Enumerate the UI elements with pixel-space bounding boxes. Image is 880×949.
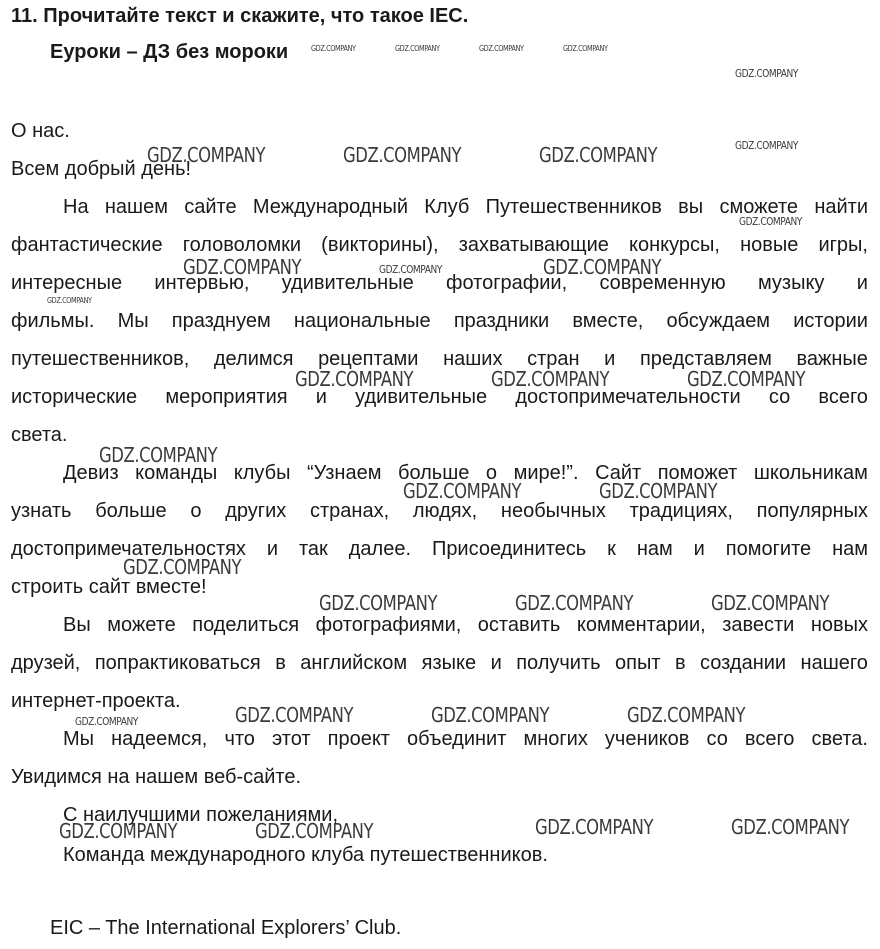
word: Мы (117, 310, 149, 332)
word: попрактиковаться (94, 652, 261, 674)
p4-line-1 (63, 727, 868, 751)
word: о (190, 500, 202, 522)
word: фотографиями, (315, 614, 462, 636)
word: популярных (756, 500, 868, 522)
word: Сайт (595, 462, 642, 484)
word: представляем (639, 348, 772, 370)
watermark: GDZ.COMPANY (739, 215, 802, 228)
watermark: GDZ.COMPANY (319, 591, 438, 615)
word: сайте (184, 196, 237, 218)
word: Вы (63, 614, 91, 636)
word: достопримечательностях (11, 538, 246, 560)
word: (викторины), (321, 234, 439, 256)
word: школьникам (753, 462, 868, 484)
word: рецептами (318, 348, 419, 370)
word: нашем (104, 196, 168, 218)
word: сможете (719, 196, 799, 218)
word: На (63, 196, 89, 218)
word: о (485, 462, 498, 484)
word: и (490, 652, 502, 674)
word: Мы (63, 728, 95, 750)
watermark: GDZ.COMPANY (543, 255, 662, 279)
p3-line-3: интернет-проекта. (11, 690, 181, 712)
watermark: GDZ.COMPANY (59, 819, 178, 843)
word: получить (516, 652, 601, 674)
word: и (693, 538, 705, 560)
watermark: GDZ.COMPANY (491, 367, 610, 391)
word: делимся (213, 348, 294, 370)
word: обсуждаем (666, 310, 771, 332)
word: людях, (412, 500, 478, 522)
watermark: GDZ.COMPANY (403, 479, 522, 503)
word: других (225, 500, 287, 522)
watermark: GDZ.COMPANY (735, 67, 798, 80)
word: необычных (500, 500, 606, 522)
word: стран (527, 348, 580, 370)
word: всего (744, 728, 795, 750)
word: фантастические (11, 234, 163, 256)
word: всего (818, 386, 868, 408)
word: в (275, 652, 286, 674)
word: вы (678, 196, 704, 218)
word: далее. (348, 538, 411, 560)
word: объединит (407, 728, 507, 750)
word: языке (421, 652, 477, 674)
watermark: GDZ.COMPANY (99, 443, 218, 467)
watermark: GDZ.COMPANY (343, 143, 462, 167)
word: нам (832, 538, 868, 560)
word: узнать (11, 500, 72, 522)
word: национальные (293, 310, 431, 332)
word: вместе, (572, 310, 644, 332)
word: опыт (615, 652, 661, 674)
word: создании (700, 652, 787, 674)
watermark: GDZ.COMPANY (731, 815, 850, 839)
word: и (604, 348, 616, 370)
word: музыку (757, 272, 825, 294)
watermark: GDZ.COMPANY (479, 44, 524, 53)
word: мире!”. (513, 462, 579, 484)
word: поделиться (192, 614, 300, 636)
word: со (706, 728, 728, 750)
word: со (768, 386, 791, 408)
word: Клуб (424, 196, 470, 218)
word: поможет (657, 462, 738, 484)
word: комментарии, (576, 614, 706, 636)
word: важные (796, 348, 868, 370)
word: завести (722, 614, 795, 636)
word: больше (95, 500, 167, 522)
watermark: GDZ.COMPANY (75, 715, 138, 728)
word: интервью, (154, 272, 250, 294)
word: помогите (725, 538, 812, 560)
word: что (224, 728, 255, 750)
closing: С наилучшими пожеланиями, (63, 804, 339, 826)
watermark: GDZ.COMPANY (295, 367, 414, 391)
watermark: GDZ.COMPANY (627, 703, 746, 727)
watermark: GDZ.COMPANY (535, 815, 654, 839)
word: надеемся, (111, 728, 208, 750)
word: и (266, 538, 279, 560)
word: достопримечательности (515, 386, 741, 408)
word: нашего (800, 652, 868, 674)
word: Международный (252, 196, 408, 218)
watermark: GDZ.COMPANY (539, 143, 658, 167)
word: проект (327, 728, 390, 750)
word: оставить (477, 614, 561, 636)
word: и (315, 386, 327, 408)
watermark: GDZ.COMPANY (599, 479, 718, 503)
word: новых (810, 614, 868, 636)
word: удивительные (281, 272, 414, 294)
watermark: GDZ.COMPANY (311, 44, 356, 53)
word: фотографии, (446, 272, 568, 294)
word: истории (793, 310, 868, 332)
p1-line-7: света. (11, 424, 68, 446)
p3-line-2 (11, 651, 868, 675)
word: удивительные (355, 386, 488, 408)
watermark: GDZ.COMPANY (123, 555, 242, 579)
task-title: 11. Прочитайте текст и скажите, что такое IEC. (11, 5, 469, 27)
word: учеников (604, 728, 690, 750)
word: этот (272, 728, 311, 750)
p3-line-1 (63, 613, 868, 637)
word: захватывающие (458, 234, 609, 256)
word: празднуем (171, 310, 271, 332)
word: друзей, (11, 652, 81, 674)
eic-definition: EIC – The International Explorers’ Club. (50, 917, 402, 939)
word: исторические (11, 386, 138, 408)
word: путешественников, (11, 348, 190, 370)
watermark: GDZ.COMPANY (515, 591, 634, 615)
watermark: GDZ.COMPANY (235, 703, 354, 727)
word: Присоединитесь (431, 538, 587, 560)
word: в (674, 652, 686, 674)
word: команды (135, 462, 218, 484)
word: праздники (453, 310, 550, 332)
word: игры, (818, 234, 868, 256)
word: Девиз (63, 462, 119, 484)
watermark: GDZ.COMPANY (431, 703, 550, 727)
watermark: GDZ.COMPANY (687, 367, 806, 391)
word: головоломки (182, 234, 302, 256)
word: можете (107, 614, 176, 636)
word: традициях, (629, 500, 733, 522)
word: Путешественников (485, 196, 662, 218)
watermark: GDZ.COMPANY (255, 819, 374, 843)
word: наших (443, 348, 503, 370)
watermark: GDZ.COMPANY (563, 44, 608, 53)
word: клубы (233, 462, 291, 484)
word: многих (523, 728, 588, 750)
word: найти (814, 196, 868, 218)
word: английском (300, 652, 408, 674)
about-heading: О нас. (11, 120, 70, 142)
word: и (856, 272, 868, 294)
watermark: GDZ.COMPANY (147, 143, 266, 167)
word: так (298, 538, 328, 560)
word: интересные (11, 272, 123, 294)
word: нам (636, 538, 673, 560)
watermark: GDZ.COMPANY (395, 44, 440, 53)
p1-line-2 (11, 233, 868, 257)
word: “Узнаем (307, 462, 382, 484)
word: к (607, 538, 616, 560)
word: света. (811, 728, 868, 750)
subtitle: Еуроки – ДЗ без мороки (50, 41, 289, 63)
greeting: Всем добрый день! (11, 158, 192, 180)
word: больше (397, 462, 470, 484)
word: мероприятия (165, 386, 288, 408)
word: конкурсы, (629, 234, 720, 256)
watermark: GDZ.COMPANY (711, 591, 830, 615)
word: странах, (310, 500, 390, 522)
p4-line-2: Увидимся на нашем веб-сайте. (11, 766, 302, 788)
word: новые (740, 234, 799, 256)
word: современную (599, 272, 726, 294)
signature: Команда международного клуба путешественников. (63, 844, 548, 866)
watermark: GDZ.COMPANY (379, 263, 442, 276)
watermark: GDZ.COMPANY (735, 139, 798, 152)
p1-line-4 (11, 309, 868, 333)
word: фильмы. (11, 310, 95, 332)
p2-line-4: строить сайт вместе! (11, 576, 207, 598)
watermark: GDZ.COMPANY (47, 296, 92, 305)
watermark: GDZ.COMPANY (183, 255, 302, 279)
